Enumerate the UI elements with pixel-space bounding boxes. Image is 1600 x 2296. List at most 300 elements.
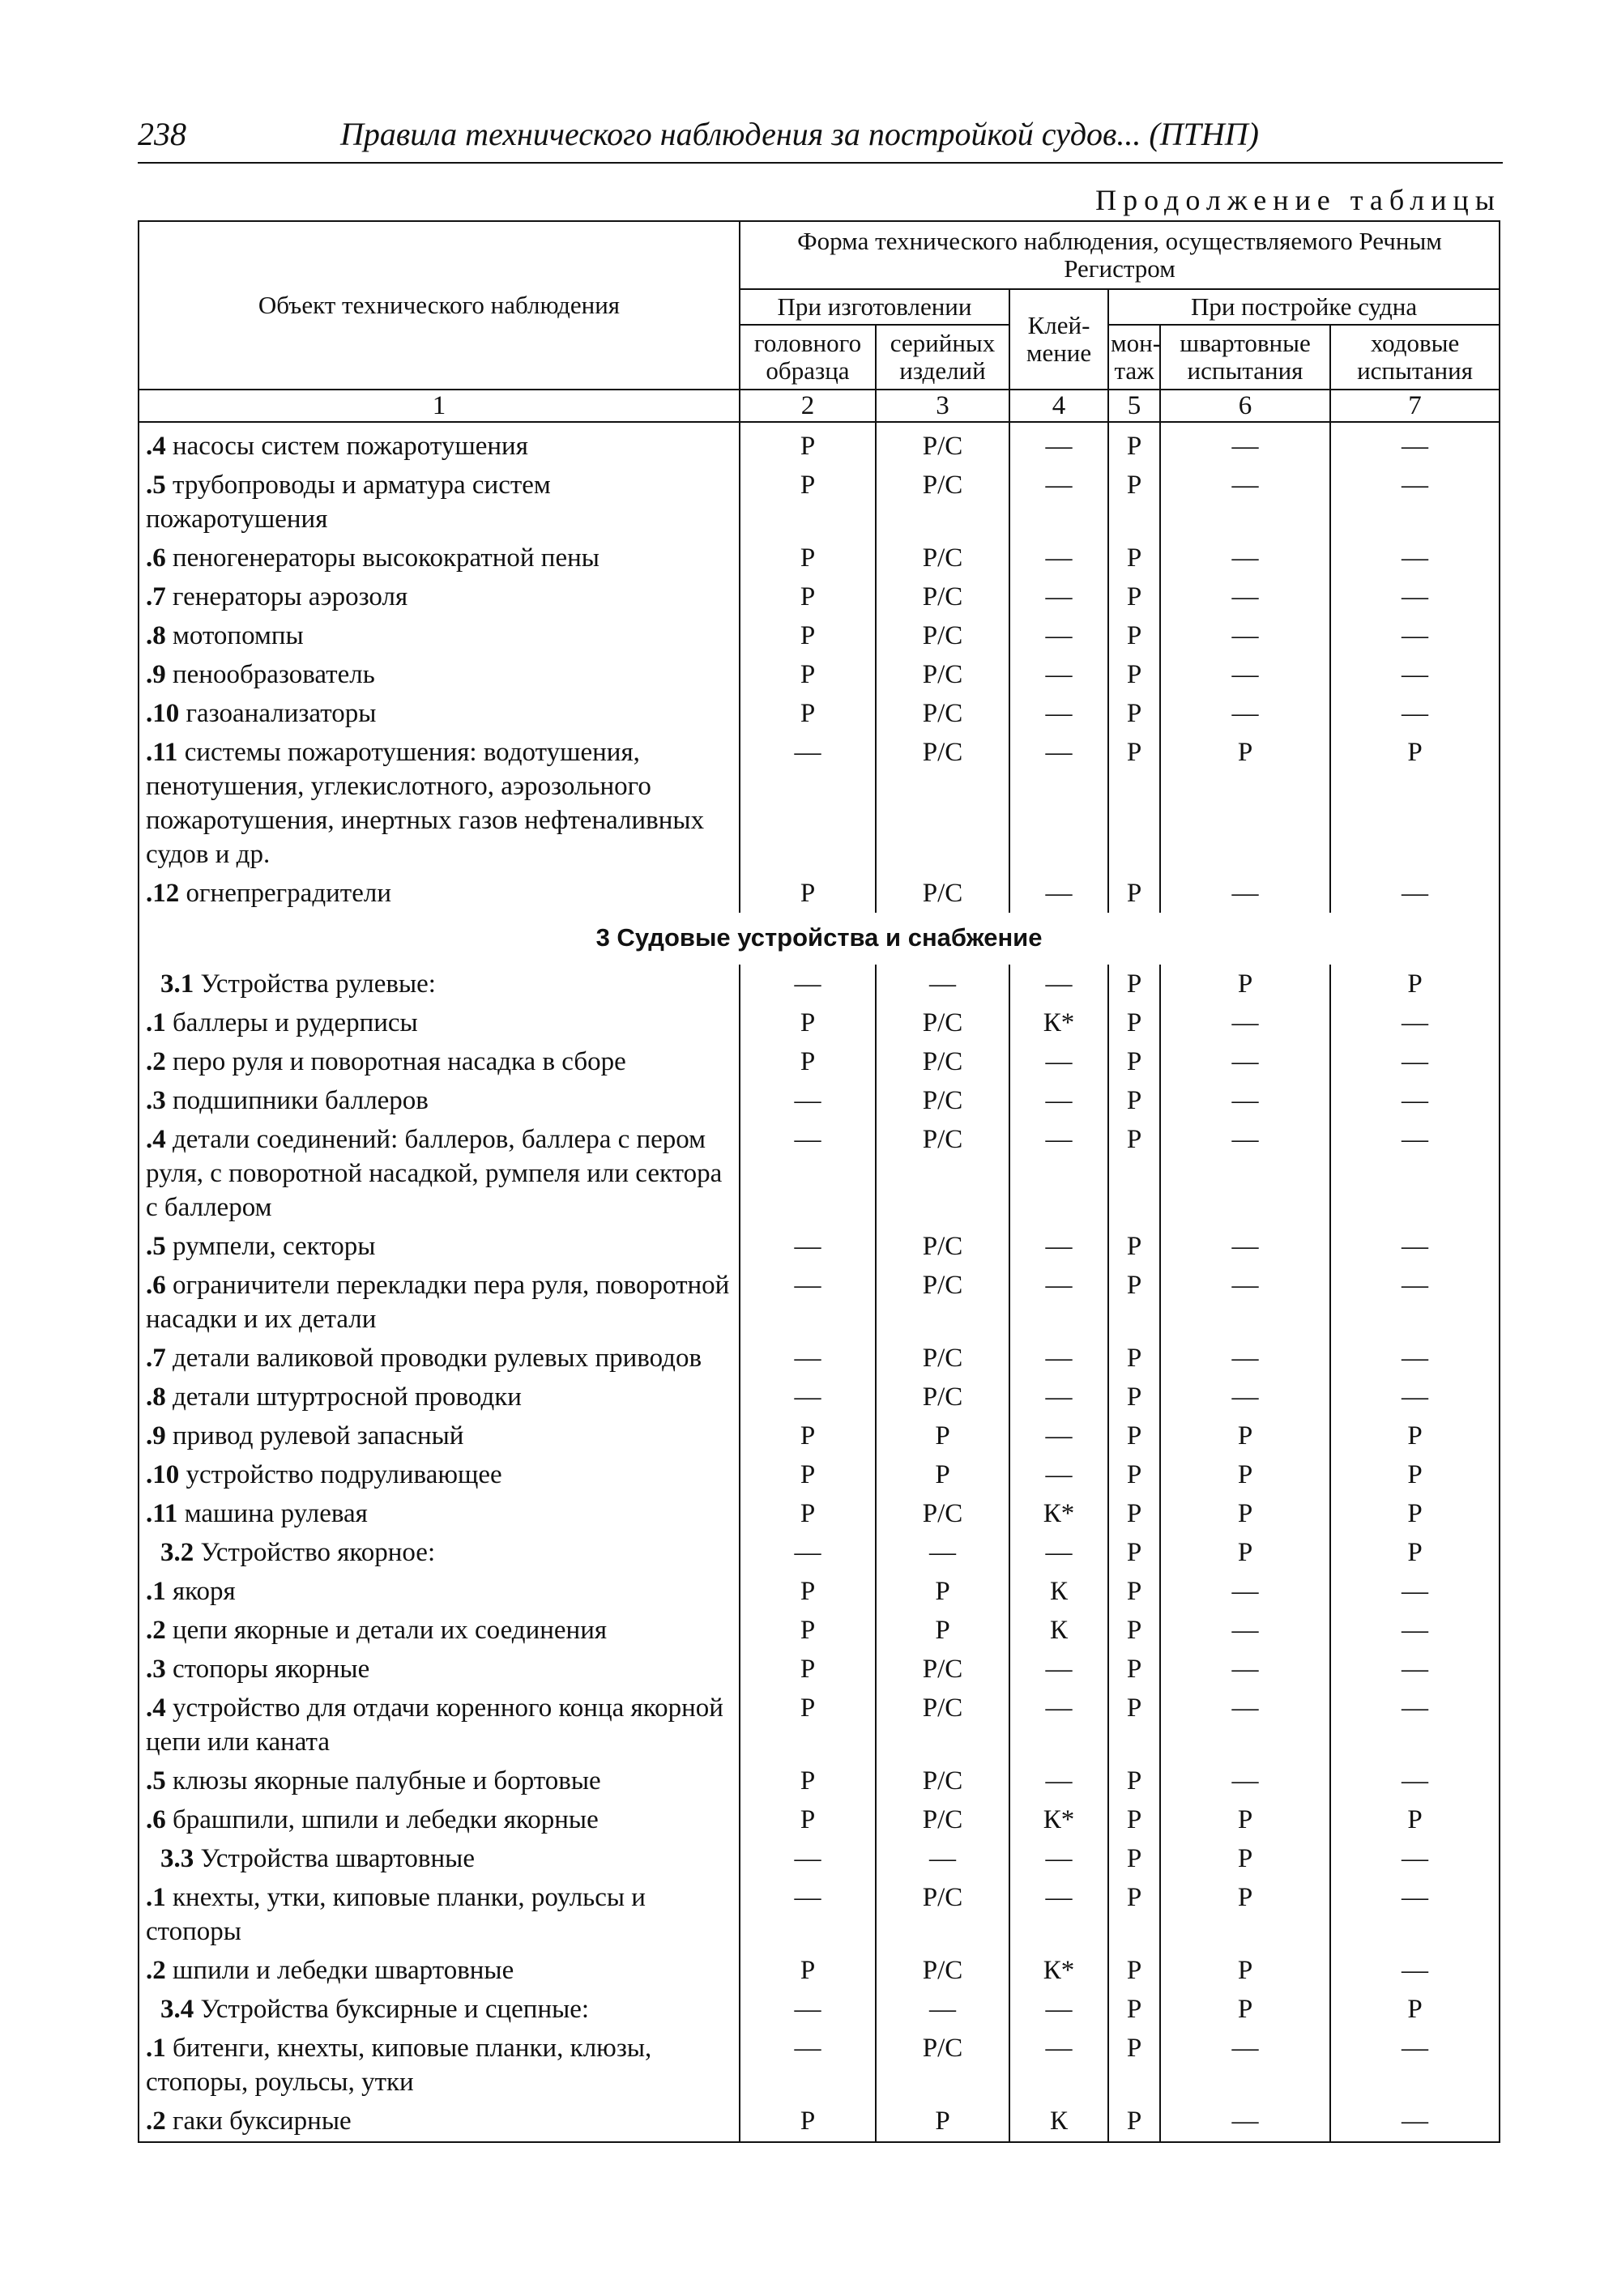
form-cell: Р	[1160, 1951, 1330, 1990]
table-continuation-caption: Продолжение таблицы	[1095, 184, 1501, 216]
form-cell: Р/С	[876, 1042, 1009, 1081]
item-text: цепи якорные и детали их соединения	[165, 1616, 608, 1645]
form-cell: К	[1009, 2102, 1108, 2142]
item-number: .1	[146, 1883, 166, 1912]
form-cell: —	[1160, 1003, 1330, 1042]
form-cell: —	[1330, 577, 1500, 616]
item-number: .10	[146, 699, 180, 728]
item-number: .6	[146, 1805, 166, 1834]
object-cell	[139, 655, 740, 694]
form-cell: —	[1160, 1689, 1330, 1761]
item-number: .2	[146, 1047, 166, 1076]
item-text: шпили и лебедки швартовные	[165, 1956, 514, 1985]
form-cell: Р	[740, 655, 876, 694]
form-cell: Р/С	[876, 874, 1009, 913]
form-cell: —	[1009, 422, 1108, 466]
form-cell: Р/С	[876, 1120, 1009, 1227]
object-cell	[139, 1455, 740, 1494]
form-cell: —	[1009, 1227, 1108, 1266]
form-cell: Р	[1108, 577, 1160, 616]
form-cell: —	[1009, 577, 1108, 616]
table-row	[139, 874, 1500, 913]
column-number: 2	[740, 390, 876, 422]
form-cell: Р/С	[876, 577, 1009, 616]
form-cell: —	[1009, 466, 1108, 539]
form-cell: —	[1160, 1761, 1330, 1800]
form-cell: —	[1009, 655, 1108, 694]
item-text: машина рулевая	[177, 1499, 368, 1528]
form-cell: —	[1009, 733, 1108, 874]
form-cell: К*	[1009, 1951, 1108, 1990]
surveillance-table	[138, 220, 1500, 2143]
item-number: 3.2	[160, 1538, 194, 1567]
form-cell: Р	[1330, 1416, 1500, 1455]
form-cell: Р	[1108, 1003, 1160, 1042]
form-cell: —	[1009, 616, 1108, 655]
table-row	[139, 655, 1500, 694]
form-cell: —	[1160, 422, 1330, 466]
form-cell: Р	[740, 1455, 876, 1494]
section-heading-row	[139, 913, 1500, 965]
form-cell: —	[1330, 1761, 1500, 1800]
form-cell: Р	[1108, 1494, 1160, 1533]
form-cell: —	[1160, 466, 1330, 539]
form-cell: —	[1160, 694, 1330, 733]
form-cell: —	[1009, 1378, 1108, 1416]
form-cell: —	[1330, 1081, 1500, 1120]
item-number: .8	[146, 1382, 166, 1412]
item-text: Устройство якорное:	[194, 1538, 436, 1567]
table-row	[139, 1416, 1500, 1455]
column-number: 3	[876, 390, 1009, 422]
form-cell: —	[1009, 1533, 1108, 1572]
item-text: клюзы якорные палубные и бортовые	[165, 1766, 601, 1795]
form-cell: Р	[1108, 1416, 1160, 1455]
form-cell: —	[740, 2029, 876, 2102]
form-cell: —	[1160, 1227, 1330, 1266]
form-cell: Р	[1108, 1455, 1160, 1494]
item-number: 3.3	[160, 1844, 194, 1873]
column-number: 7	[1330, 390, 1500, 422]
item-number: .7	[146, 1344, 166, 1373]
form-cell: Р	[740, 1689, 876, 1761]
form-cell: Р	[1108, 1227, 1160, 1266]
object-cell	[139, 1227, 740, 1266]
form-cell: Р	[1108, 1266, 1160, 1339]
table-row	[139, 733, 1500, 874]
form-cell: Р	[740, 1003, 876, 1042]
item-number: .8	[146, 621, 166, 650]
form-cell: Р/С	[876, 1800, 1009, 1839]
form-cell: —	[1160, 577, 1330, 616]
form-cell: Р	[740, 1650, 876, 1689]
item-text: детали валиковой проводки рулевых приводов	[165, 1344, 702, 1373]
form-cell: —	[1330, 1611, 1500, 1650]
form-cell: Р/С	[876, 1650, 1009, 1689]
item-number: .4	[146, 432, 166, 461]
form-cell: Р/С	[876, 2029, 1009, 2102]
object-cell	[139, 2029, 740, 2102]
form-cell: —	[1330, 1951, 1500, 1990]
form-cell: Р	[876, 1611, 1009, 1650]
table-row	[139, 1266, 1500, 1339]
item-number: .2	[146, 1956, 166, 1985]
form-cell: —	[1330, 1839, 1500, 1878]
form-cell: —	[1330, 874, 1500, 913]
column-number: 5	[1108, 390, 1160, 422]
form-cell: —	[1160, 874, 1330, 913]
item-text: Устройства рулевые:	[194, 969, 436, 999]
form-cell: Р	[740, 1416, 876, 1455]
form-cell: Р	[740, 1761, 876, 1800]
form-cell: Р/С	[876, 1339, 1009, 1378]
table-row	[139, 1761, 1500, 1800]
form-cell: Р	[1108, 1120, 1160, 1227]
form-cell: —	[1009, 1839, 1108, 1878]
form-cell: Р	[740, 1800, 876, 1839]
form-cell: К*	[1009, 1800, 1108, 1839]
form-cell: Р	[1108, 466, 1160, 539]
object-cell	[139, 1378, 740, 1416]
item-number: .4	[146, 1125, 166, 1154]
table-row	[139, 1227, 1500, 1266]
form-cell: Р	[1108, 874, 1160, 913]
object-cell	[139, 1800, 740, 1839]
form-cell: —	[1330, 655, 1500, 694]
form-cell: Р	[1108, 539, 1160, 577]
form-cell: Р/С	[876, 694, 1009, 733]
form-cell: Р	[1108, 1042, 1160, 1081]
form-cell: Р	[1108, 1081, 1160, 1120]
form-cell: —	[1160, 1266, 1330, 1339]
header-object: Объект технического наблюдения	[139, 221, 740, 390]
form-cell: —	[1009, 1878, 1108, 1951]
form-cell: Р	[1108, 1761, 1160, 1800]
form-cell: —	[1330, 694, 1500, 733]
item-text: пеногенераторы высокократной пены	[165, 543, 599, 573]
form-cell: Р/С	[876, 1689, 1009, 1761]
form-cell: —	[1009, 1689, 1108, 1761]
item-text: детали штуртросной проводки	[165, 1382, 522, 1412]
form-cell: —	[1009, 539, 1108, 577]
object-cell	[139, 1081, 740, 1120]
item-text: привод рулевой запасный	[165, 1421, 464, 1450]
form-cell: Р	[1108, 655, 1160, 694]
form-cell: Р	[1160, 1494, 1330, 1533]
form-cell: К	[1009, 1611, 1108, 1650]
header-sea-trials: ходовые испытания	[1330, 325, 1500, 390]
form-cell: Р	[1108, 965, 1160, 1003]
form-cell: —	[1330, 1266, 1500, 1339]
item-text: устройство подруливающее	[179, 1460, 502, 1489]
table-row	[139, 1572, 1500, 1611]
form-cell: Р	[1108, 2029, 1160, 2102]
form-cell: —	[1009, 2029, 1108, 2102]
form-cell: Р	[1330, 965, 1500, 1003]
form-cell: —	[1160, 2102, 1330, 2142]
form-cell: Р	[740, 874, 876, 913]
item-text: газоанализаторы	[179, 699, 377, 728]
item-text: детали соединений: баллеров, баллера с пером руля, с поворотной насадкой, румпеля или сектора с баллером	[146, 1125, 723, 1222]
object-cell	[139, 1611, 740, 1650]
header-serial: серийных изделий	[876, 325, 1009, 390]
form-cell: Р/С	[876, 1266, 1009, 1339]
form-cell: —	[1160, 2029, 1330, 2102]
form-cell: —	[740, 1533, 876, 1572]
form-cell: —	[1330, 1689, 1500, 1761]
item-text: насосы систем пожаротушения	[165, 432, 528, 461]
form-cell: Р	[740, 1611, 876, 1650]
form-cell: —	[740, 1378, 876, 1416]
header-form-title: Форма технического наблюдения, осуществляемого Речным Регистром	[740, 221, 1500, 289]
item-number: .5	[146, 1766, 166, 1795]
form-cell: —	[1330, 2029, 1500, 2102]
item-number: .6	[146, 543, 166, 573]
form-cell: —	[1160, 1611, 1330, 1650]
form-cell: —	[1330, 1572, 1500, 1611]
form-cell: —	[1330, 466, 1500, 539]
form-cell: Р	[1108, 694, 1160, 733]
form-cell: —	[1009, 1266, 1108, 1339]
form-cell: —	[876, 1990, 1009, 2029]
item-number: 3.1	[160, 969, 194, 999]
form-cell: Р	[1108, 1339, 1160, 1378]
form-cell: Р/С	[876, 1878, 1009, 1951]
table-row	[139, 2029, 1500, 2102]
form-cell: —	[1009, 1455, 1108, 1494]
form-cell: —	[1009, 1990, 1108, 2029]
object-cell	[139, 1951, 740, 1990]
object-cell	[139, 1494, 740, 1533]
form-cell: Р	[1160, 1416, 1330, 1455]
form-cell: —	[740, 733, 876, 874]
form-cell: Р	[1108, 1990, 1160, 2029]
form-cell: Р	[1160, 1455, 1330, 1494]
form-cell: —	[1009, 965, 1108, 1003]
column-number: 4	[1009, 390, 1108, 422]
object-cell	[139, 1120, 740, 1227]
table-row	[139, 539, 1500, 577]
form-cell: —	[740, 1839, 876, 1878]
form-cell: Р	[1108, 1533, 1160, 1572]
item-text: стопоры якорные	[165, 1655, 370, 1684]
form-cell: Р	[1108, 1951, 1160, 1990]
object-cell	[139, 1878, 740, 1951]
item-number: .10	[146, 1460, 180, 1489]
item-number: .3	[146, 1086, 166, 1115]
table-row	[139, 1878, 1500, 1951]
form-cell: —	[1330, 1378, 1500, 1416]
form-cell: —	[1009, 1761, 1108, 1800]
item-text: баллеры и рудерписы	[165, 1008, 418, 1037]
form-cell: —	[1160, 1042, 1330, 1081]
form-cell: Р	[1108, 1878, 1160, 1951]
form-cell: Р	[1160, 1990, 1330, 2029]
form-cell: —	[1009, 1650, 1108, 1689]
form-cell: —	[1330, 1120, 1500, 1227]
object-cell	[139, 1339, 740, 1378]
form-cell: Р	[1160, 733, 1330, 874]
running-title: Правила технического наблюдения за постройкой судов... (ПТНП)	[340, 116, 1259, 152]
object-cell	[139, 1042, 740, 1081]
item-number: .3	[146, 1655, 166, 1684]
table-row	[139, 1839, 1500, 1878]
form-cell: —	[740, 965, 876, 1003]
form-cell: —	[1009, 1081, 1108, 1120]
form-cell: —	[1330, 539, 1500, 577]
form-cell: —	[1330, 1003, 1500, 1042]
item-number: .7	[146, 582, 166, 611]
header-construction: При постройке судна	[1108, 289, 1500, 325]
form-cell: —	[1009, 874, 1108, 913]
section-heading: 3 Судовые устройства и снабжение	[139, 913, 1500, 965]
item-text: мотопомпы	[165, 621, 304, 650]
form-cell: —	[1160, 539, 1330, 577]
table-row	[139, 1990, 1500, 2029]
form-cell: —	[740, 1120, 876, 1227]
form-cell: —	[1009, 1339, 1108, 1378]
form-cell: —	[740, 1266, 876, 1339]
form-cell: Р/С	[876, 733, 1009, 874]
item-text: пенообразователь	[165, 660, 375, 689]
form-cell: Р	[740, 1494, 876, 1533]
form-cell: Р	[1330, 1990, 1500, 2029]
object-cell	[139, 694, 740, 733]
form-cell: Р	[1108, 733, 1160, 874]
form-cell: —	[1009, 1042, 1108, 1081]
form-cell: Р	[1108, 422, 1160, 466]
form-cell: Р/С	[876, 1227, 1009, 1266]
form-cell: Р/С	[876, 1081, 1009, 1120]
table-row	[139, 466, 1500, 539]
item-number: .12	[146, 879, 180, 908]
form-cell: Р	[740, 616, 876, 655]
form-cell: —	[1330, 1227, 1500, 1266]
table-row	[139, 1650, 1500, 1689]
form-cell: Р	[1330, 1533, 1500, 1572]
table-row	[139, 1533, 1500, 1572]
item-number: .9	[146, 660, 166, 689]
form-cell: Р	[1108, 1800, 1160, 1839]
object-cell	[139, 1416, 740, 1455]
form-cell: Р	[1330, 733, 1500, 874]
form-cell: Р	[1108, 1689, 1160, 1761]
item-text: системы пожаротушения: водотушения, пенотушения, углекислотного, аэрозольного пожаротушения, инертных газов нефтеналивных судов и др.	[146, 738, 705, 869]
table-row	[139, 1455, 1500, 1494]
form-cell: Р	[1108, 1650, 1160, 1689]
form-cell: —	[740, 1990, 876, 2029]
form-cell: —	[1330, 2102, 1500, 2142]
item-text: перо руля и поворотная насадка в сборе	[165, 1047, 626, 1076]
form-cell: Р/С	[876, 539, 1009, 577]
table-row	[139, 1003, 1500, 1042]
form-cell: Р/С	[876, 1761, 1009, 1800]
object-cell	[139, 1572, 740, 1611]
item-number: .9	[146, 1421, 166, 1450]
form-cell: Р	[740, 539, 876, 577]
item-text: гаки буксирные	[165, 2106, 352, 2136]
item-text: генераторы аэрозоля	[165, 582, 408, 611]
form-cell: Р	[876, 2102, 1009, 2142]
object-cell	[139, 2102, 740, 2142]
item-number: .6	[146, 1271, 166, 1300]
item-text: Устройства швартовные	[194, 1844, 475, 1873]
item-number: .2	[146, 2106, 166, 2136]
form-cell: —	[1330, 422, 1500, 466]
form-cell: —	[876, 1533, 1009, 1572]
table-row	[139, 2102, 1500, 2142]
form-cell: —	[876, 965, 1009, 1003]
form-cell: Р	[1108, 1572, 1160, 1611]
form-cell: —	[1009, 1416, 1108, 1455]
table-row	[139, 965, 1500, 1003]
form-cell: К	[1009, 1572, 1108, 1611]
object-cell	[139, 1533, 740, 1572]
object-cell	[139, 1650, 740, 1689]
form-cell: —	[1009, 694, 1108, 733]
object-cell	[139, 1761, 740, 1800]
form-cell: Р	[876, 1572, 1009, 1611]
item-number: .4	[146, 1693, 166, 1723]
item-number: .1	[146, 1577, 166, 1606]
item-number: .11	[146, 738, 178, 767]
object-cell	[139, 965, 740, 1003]
item-number: .5	[146, 471, 166, 500]
table-row	[139, 1611, 1500, 1650]
form-cell: Р	[1108, 2102, 1160, 2142]
form-cell: Р/С	[876, 655, 1009, 694]
page-header	[138, 113, 1503, 164]
table-row	[139, 1081, 1500, 1120]
form-cell: —	[740, 1227, 876, 1266]
item-text: брашпили, шпили и лебедки якорные	[165, 1805, 599, 1834]
form-cell: Р	[1160, 965, 1330, 1003]
table-row	[139, 1120, 1500, 1227]
table-row	[139, 1339, 1500, 1378]
object-cell	[139, 733, 740, 874]
table-row	[139, 1951, 1500, 1990]
table-row	[139, 1378, 1500, 1416]
form-cell: —	[1330, 616, 1500, 655]
form-cell: —	[876, 1839, 1009, 1878]
form-cell: Р	[876, 1455, 1009, 1494]
form-cell: Р	[740, 577, 876, 616]
object-cell	[139, 1990, 740, 2029]
form-cell: —	[1009, 1120, 1108, 1227]
form-cell: Р/С	[876, 616, 1009, 655]
column-number: 1	[139, 390, 740, 422]
form-cell: —	[1160, 1650, 1330, 1689]
object-cell	[139, 577, 740, 616]
form-cell: —	[1160, 1339, 1330, 1378]
form-cell: Р	[1108, 616, 1160, 655]
form-cell: —	[740, 1878, 876, 1951]
page-number: 238	[138, 116, 186, 152]
item-number: .1	[146, 1008, 166, 1037]
column-number: 6	[1160, 390, 1330, 422]
form-cell: —	[1160, 616, 1330, 655]
form-cell: Р	[1108, 1611, 1160, 1650]
item-number: 3.4	[160, 1995, 194, 2024]
form-cell: —	[1330, 1339, 1500, 1378]
item-number: .5	[146, 1232, 166, 1261]
form-cell: —	[740, 1339, 876, 1378]
form-cell: Р	[740, 694, 876, 733]
table-row	[139, 577, 1500, 616]
header-marking: Клей-мение	[1009, 289, 1108, 390]
form-cell: Р	[1330, 1800, 1500, 1839]
table-body	[139, 422, 1500, 2142]
